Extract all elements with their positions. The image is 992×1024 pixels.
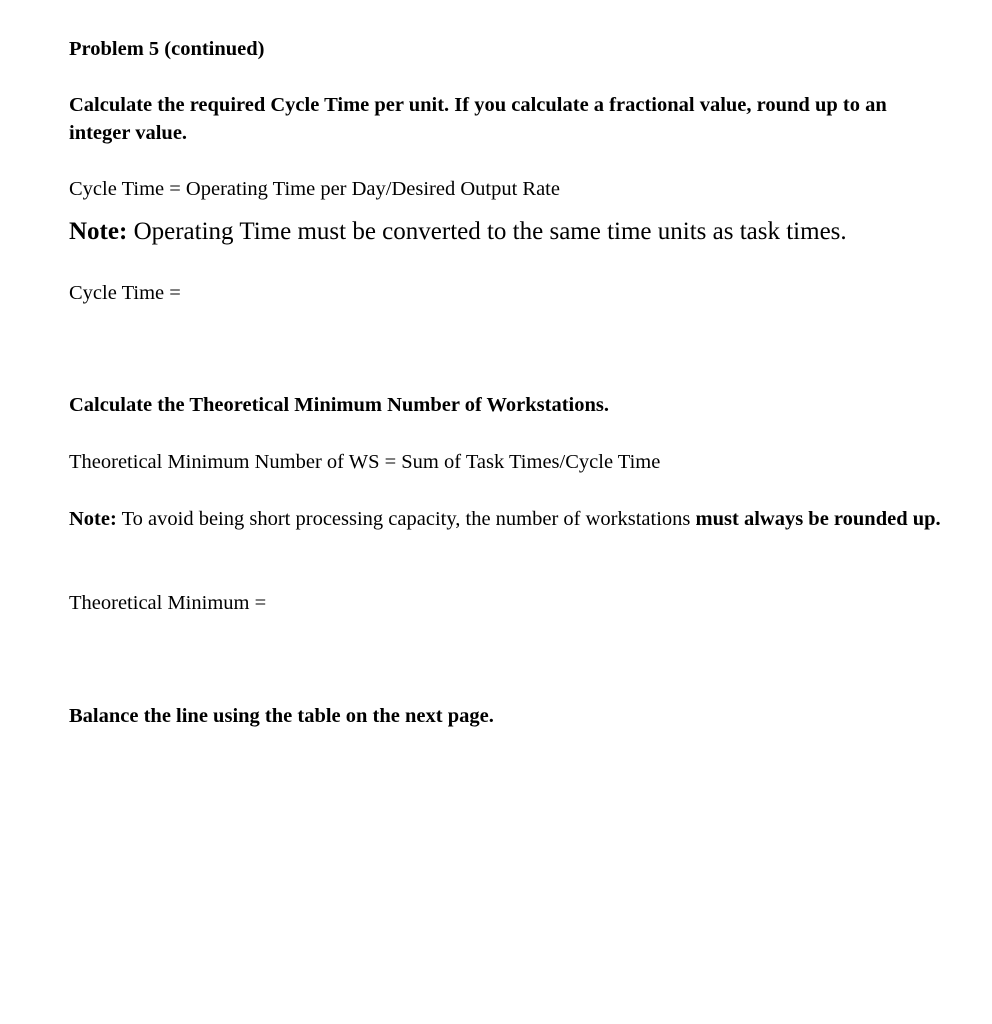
balance-instruction: Balance the line using the table on the next page. bbox=[69, 705, 494, 727]
note-text: Operating Time must be converted to the same time units as task times. bbox=[127, 218, 847, 245]
cycle-time-instruction: Calculate the required Cycle Time per unit. If you calculate a fractional value, round up to an integer value. bbox=[69, 94, 887, 144]
note-label: Note: bbox=[69, 508, 117, 530]
note-emphasis: must always be rounded up. bbox=[695, 508, 941, 530]
note-label: Note: bbox=[69, 218, 128, 245]
workstations-formula: Theoretical Minimum Number of WS = Sum of Task Times/Cycle Time bbox=[69, 451, 661, 473]
workstations-note bbox=[69, 505, 949, 533]
note-text: To avoid being short processing capacity, the number of workstations bbox=[116, 508, 696, 530]
cycle-time-note bbox=[69, 216, 847, 248]
cycle-time-answer-label: Cycle Time = bbox=[69, 282, 181, 304]
cycle-time-formula: Cycle Time = Operating Time per Day/Desired Output Rate bbox=[69, 178, 560, 200]
problem-heading: Problem 5 (continued) bbox=[69, 38, 265, 60]
workstations-instruction: Calculate the Theoretical Minimum Number of Workstations. bbox=[69, 394, 610, 416]
theoretical-minimum-answer-label: Theoretical Minimum = bbox=[69, 592, 267, 614]
